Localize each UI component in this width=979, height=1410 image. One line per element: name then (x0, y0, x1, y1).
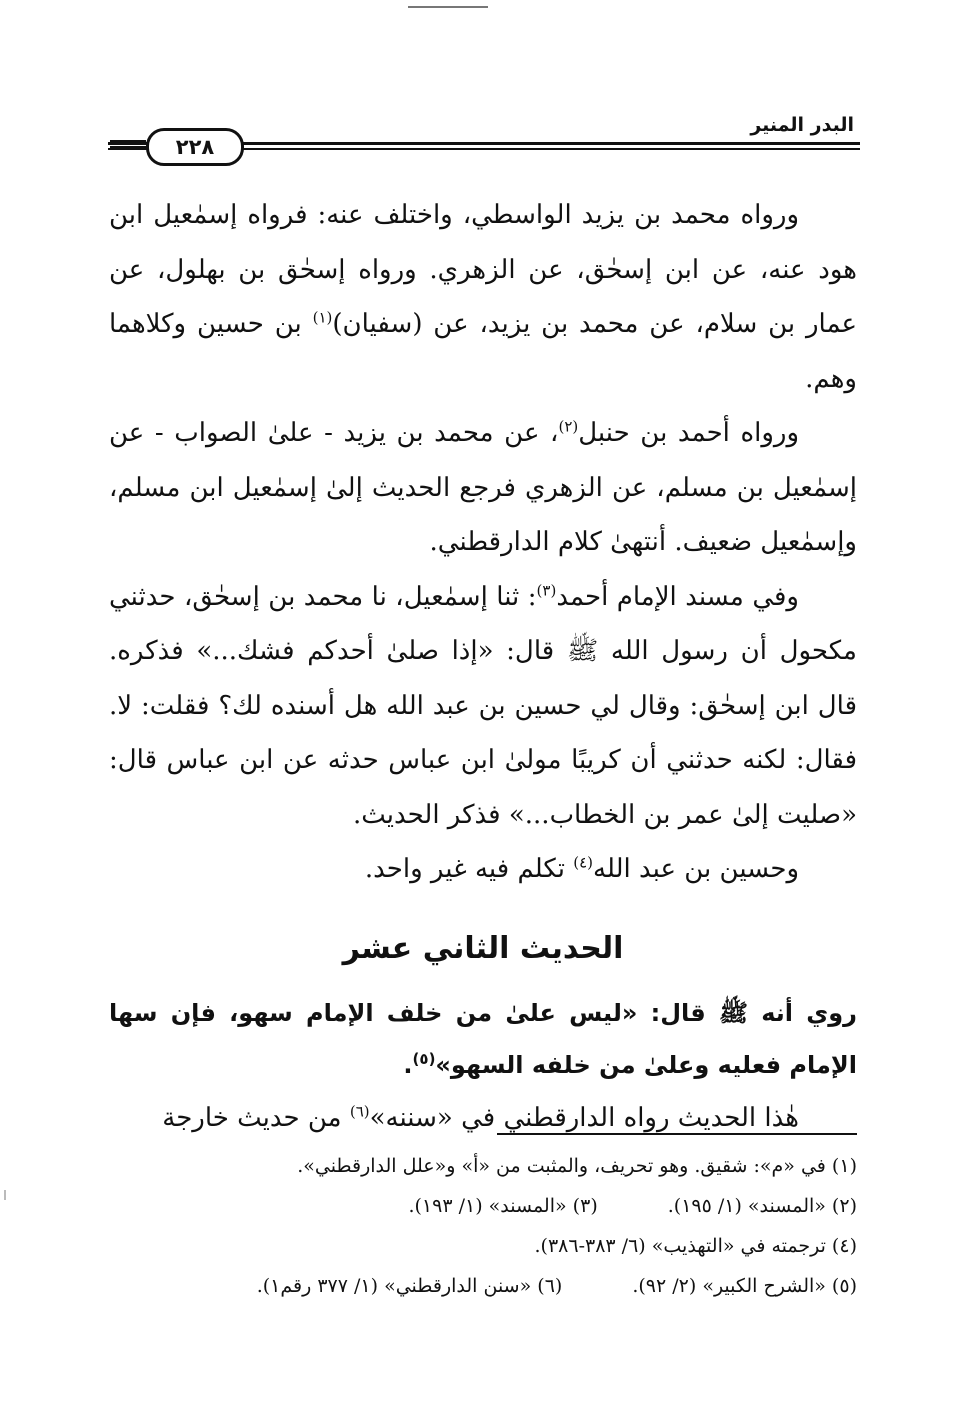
page-number-rule-bottom (110, 146, 146, 148)
footnote-ref-5[interactable]: (٥) (412, 1049, 436, 1068)
footnote-ref-2[interactable]: (٢) (558, 417, 579, 436)
footnotes (109, 1146, 857, 1306)
footnote-ref-4[interactable]: (٤) (573, 853, 594, 872)
paragraph-1 (109, 188, 857, 406)
book-title: البدر المنير (744, 114, 860, 136)
footnote-ref-6[interactable]: (٦) (349, 1101, 370, 1120)
footnote-1: (١) في «م»: شقيق. وهو تحريف، والمثبت من «أ» و«علل الدارقطني». (297, 1155, 857, 1177)
paragraph-2-text-b: ، عن محمد بن يزيد - علىٰ الصواب - عن إسمٰعيل بن مسلم، عن الزهري فرجع الحديث إلىٰ إسمٰعيل ابن مسلم، وإسمٰعيل ضعيف. أنتهىٰ كلام الدارقطني. (109, 418, 857, 557)
paragraph-4-text-b: تكلم فيه غير واحد. (364, 854, 574, 884)
page-header (108, 114, 860, 164)
paragraph-1-end: بن حسين وكلاهما وهم. (109, 309, 857, 394)
paragraph-6-text-b: من حديث خارجة (162, 1102, 350, 1133)
paragraph-4-text-a: وحسين بن عبد الله (593, 854, 799, 884)
footnote-line-4 (109, 1266, 857, 1306)
footnote-5: (٥) «الشرح الكبير» (٢/ ٩٢). (632, 1275, 857, 1297)
paragraph-3 (109, 570, 857, 843)
paragraph-2 (109, 406, 857, 570)
footnote-3: (٣) «المسند» (١/ ١٩٣). (408, 1195, 598, 1217)
paragraph-2-text-a: ورواه أحمد بن حنبل (578, 418, 799, 448)
paragraph-3-text-a: وفي مسند الإمام أحمد (556, 581, 799, 612)
section-heading: الحديث الثاني عشر (342, 930, 624, 966)
footnote-ref-3[interactable]: (٣) (536, 580, 557, 599)
footnote-2: (٢) «المسند» (١/ ١٩٥). (667, 1195, 857, 1217)
paragraph-6 (109, 1091, 857, 1146)
page-number-rule-top (110, 140, 146, 142)
hadith-text-a: روي أنه ﷺ قال: «ليس علىٰ من خلف الإمام سهو، فإن سها الإمام فعليه وعلىٰ من خلفه السهو» (109, 998, 857, 1079)
main-text (109, 188, 857, 1145)
hadith-text (109, 987, 857, 1091)
footnote-line-2 (109, 1186, 857, 1226)
footnote-6: (٦) «سنن الدارقطني» (١/ ٣٧٧ رقم١). (256, 1275, 563, 1297)
footnote-separator (497, 1133, 857, 1135)
footnote-ref-1[interactable]: (١) (312, 308, 333, 327)
hadith-text-b: . (403, 1050, 413, 1079)
footnote-4: (٤) ترجمته في «التهذيب» (٦/ ٣٨٣-٣٨٦). (534, 1235, 857, 1257)
top-margin-mark (408, 6, 488, 8)
margin-mark (4, 1190, 6, 1200)
paragraph-6-text-a: هٰذا الحديث رواه الدارقطني في «سننه» (369, 1102, 799, 1133)
paragraph-3-text-b: : ثنا إسمٰعيل، نا محمد بن إسحٰق، حدثني مكحول أن رسول الله ﷺ قال: «إذا صلىٰ أحدكم فشك...» فذكره. قال ابن إسحٰق: وقال لي حسين بن عبد الله هل أسنده لك؟ فقلت: لا. فقال: لكنه حدثني أن كريبًا مولىٰ ابن عباس حدثه عن ابن عباس قال: «صليت إلىٰ عمر بن الخطاب...» فذكر الحديث. (109, 581, 857, 830)
footnote-line-3 (109, 1226, 857, 1266)
footnote-line-1 (109, 1146, 857, 1186)
paragraph-4 (109, 842, 857, 897)
paragraph-1-text: ورواه محمد بن يزيد الواسطي، واختلف عنه: فرواه إسمٰعيل ابن هود عنه، عن ابن إسحٰق، عن الزهري. ورواه إسحٰق بن بهلول، عن عمار بن سلام، عن محمد بن يزيد، عن (سفيان) (109, 200, 857, 339)
page-number: ٢٢٨ (146, 128, 244, 166)
